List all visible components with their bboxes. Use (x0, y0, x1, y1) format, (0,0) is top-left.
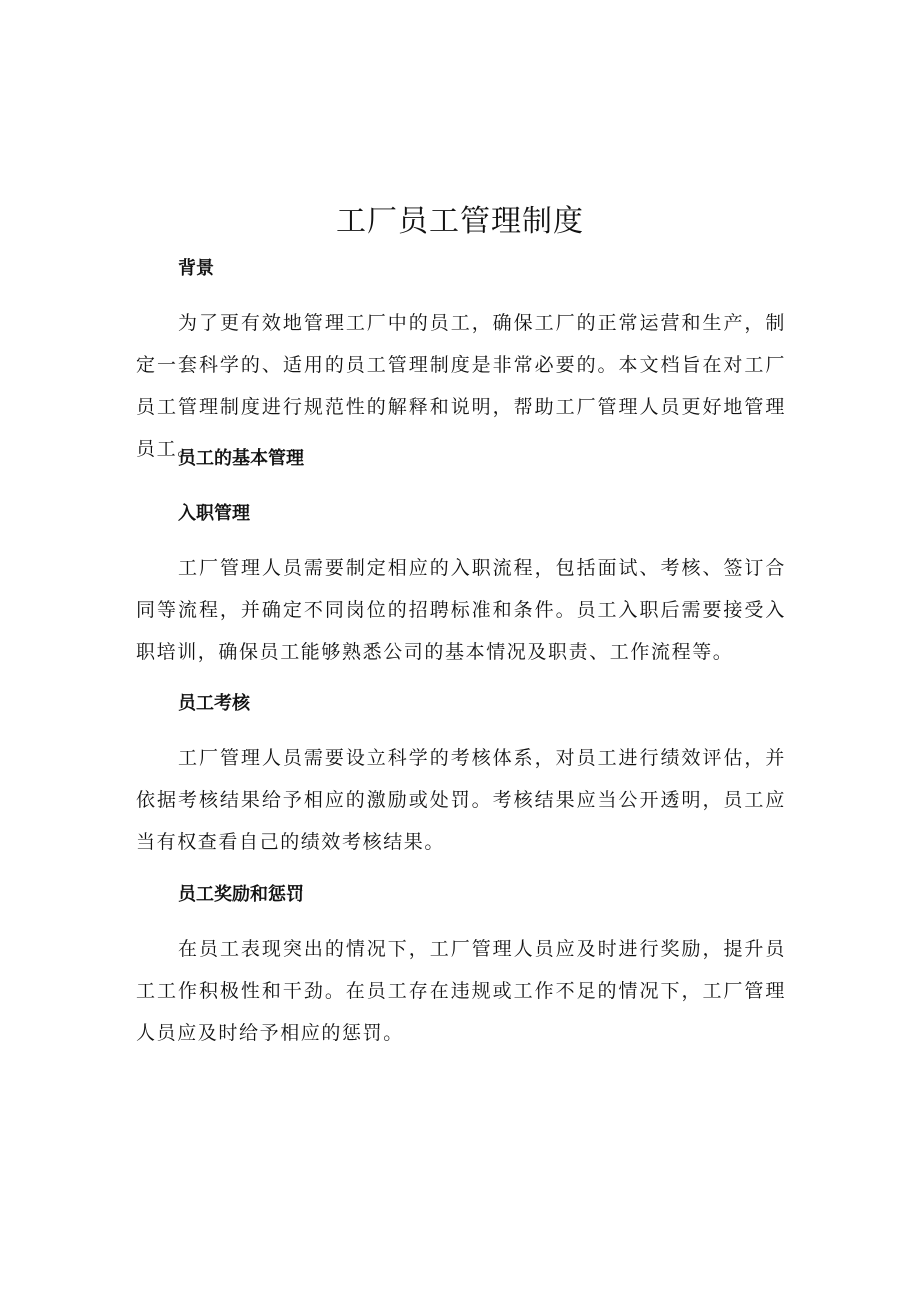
section-heading-assessment: 员工考核 (178, 693, 250, 714)
section-heading-background: 背景 (178, 258, 214, 279)
section-heading-rewards-penalties: 员工奖励和惩罚 (178, 884, 304, 905)
section-body-assessment: 工厂管理人员需要设立科学的考核体系，对员工进行绩效评估，并依据考核结果给予相应的激励或处罚。考核结果应当公开透明，员工应当有权查看自己的绩效考核结果。 (136, 747, 786, 853)
section-heading-basic-management: 员工的基本管理 (178, 448, 304, 469)
section-body-onboarding: 工厂管理人员需要制定相应的入职流程，包括面试、考核、签订合同等流程，并确定不同岗位的招聘标准和条件。员工入职后需要接受入职培训，确保员工能够熟悉公司的基本情况及职责、工作流程等。 (136, 557, 786, 663)
section-body-background: 为了更有效地管理工厂中的员工，确保工厂的正常运营和生产，制定一套科学的、适用的员工管理制度是非常必要的。本文档旨在对工厂员工管理制度进行规范性的解释和说明，帮助工厂管理人员更好地管理员工。 (136, 312, 786, 460)
document-title: 工厂员工管理制度 (336, 204, 584, 239)
section-heading-onboarding: 入职管理 (178, 503, 250, 524)
section-body-rewards-penalties: 在员工表现突出的情况下，工厂管理人员应及时进行奖励，提升员工工作积极性和干劲。在员工存在违规或工作不足的情况下，工厂管理人员应及时给予相应的惩罚。 (136, 938, 786, 1044)
